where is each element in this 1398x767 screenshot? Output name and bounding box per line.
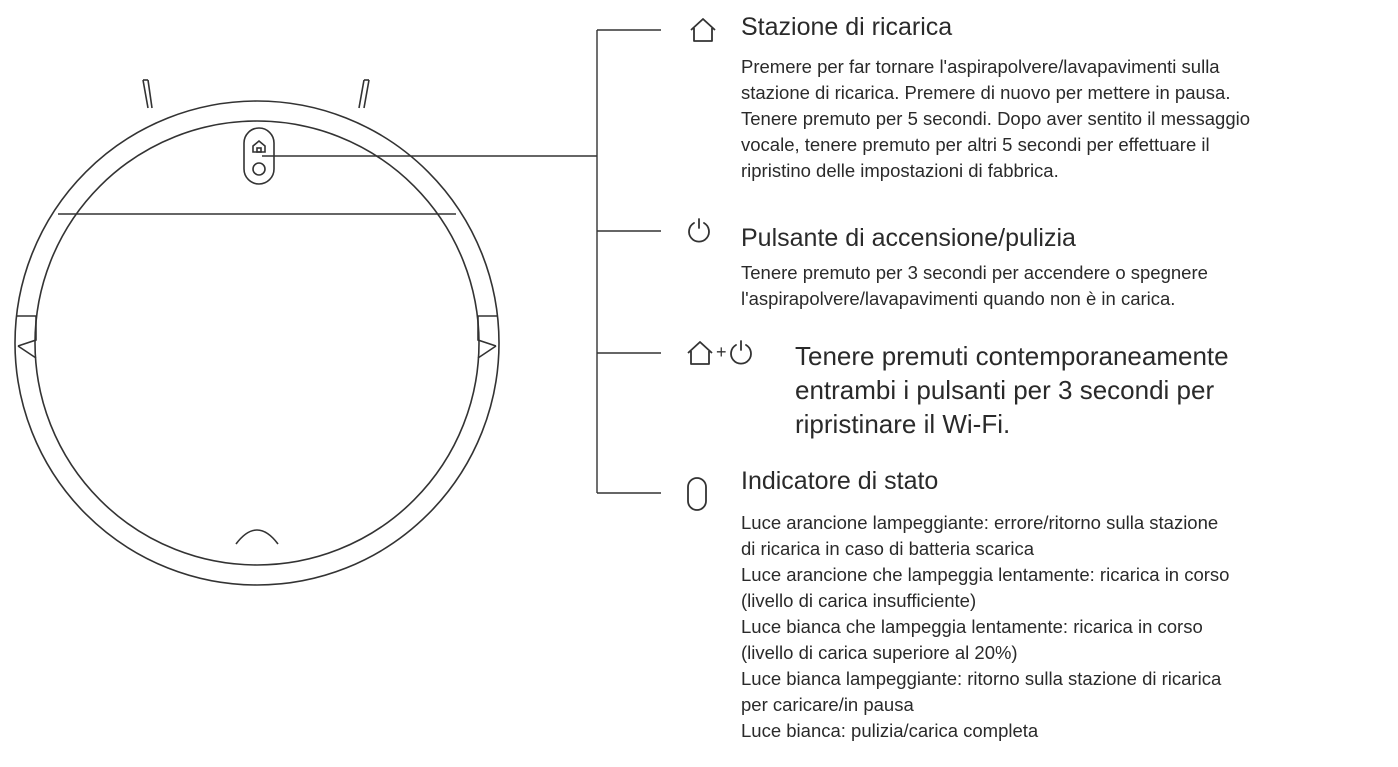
plus-sign: + xyxy=(716,342,727,362)
home-icon xyxy=(685,340,715,366)
power-section-description xyxy=(741,260,1208,312)
description-line: Luce bianca lampeggiante: ritorno sulla stazione di ricarica xyxy=(741,668,1222,689)
description-line: entrambi i pulsanti per 3 secondi per xyxy=(795,375,1215,405)
power-icon xyxy=(728,338,754,366)
description-line: Tenere premuto per 5 secondi. Dopo aver sentito il messaggio xyxy=(741,108,1251,129)
dock-section-description xyxy=(741,54,1250,184)
description-line: Tenere premuto per 3 secondi per accendere o spegnere xyxy=(741,262,1208,283)
power-section-title: Pulsante di accensione/pulizia xyxy=(741,224,1076,252)
description-line: Luce arancione lampeggiante: errore/ritorno sulla stazione xyxy=(741,512,1219,533)
description-line: di ricarica in caso di batteria scarica xyxy=(741,538,1035,559)
description-line: Premere per far tornare l'aspirapolvere/lavapavimenti sulla xyxy=(741,56,1220,77)
dock-section-title: Stazione di ricarica xyxy=(741,13,953,41)
status-section-description xyxy=(741,510,1229,744)
power-icon xyxy=(686,216,712,244)
description-line: ripristinare il Wi-Fi. xyxy=(795,409,1011,439)
description-line: ripristino delle impostazioni di fabbrica. xyxy=(741,160,1059,181)
description-line: Tenere premuti contemporaneamente xyxy=(795,341,1229,371)
home-icon xyxy=(688,17,718,43)
description-line: Luce arancione che lampeggia lentamente: ricarica in corso xyxy=(741,564,1230,585)
description-line: stazione di ricarica. Premere di nuovo per mettere in pausa. xyxy=(741,82,1231,103)
description-line: Luce bianca che lampeggia lentamente: ricarica in corso xyxy=(741,616,1203,637)
status-section-title: Indicatore di stato xyxy=(741,467,939,495)
status-indicator-icon xyxy=(686,476,708,512)
description-line: l'aspirapolvere/lavapavimenti quando non è in carica. xyxy=(741,288,1176,309)
description-line: Luce bianca: pulizia/carica completa xyxy=(741,720,1039,741)
description-line: (livello di carica superiore al 20%) xyxy=(741,642,1018,663)
wifi-reset-description xyxy=(795,339,1229,441)
description-line: (livello di carica insufficiente) xyxy=(741,590,977,611)
description-line: vocale, tenere premuto per altri 5 secondi per effettuare il xyxy=(741,134,1210,155)
description-line: per caricare/in pausa xyxy=(741,694,914,715)
